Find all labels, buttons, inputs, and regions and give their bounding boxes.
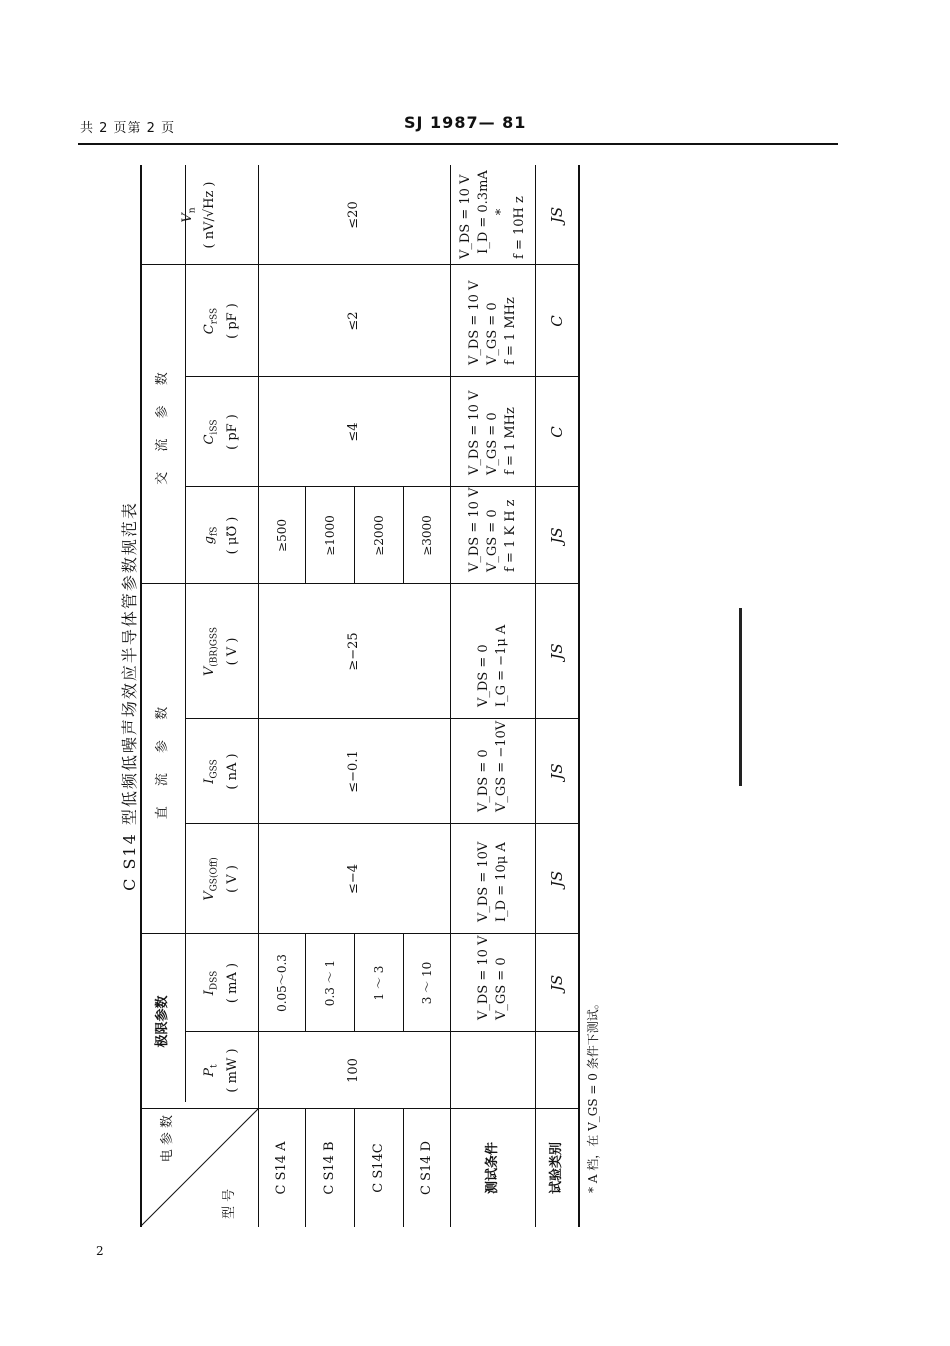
ciss-sub: iSS: [209, 419, 220, 435]
vn-symbol: V: [179, 213, 195, 223]
crss-symbol: C: [202, 324, 218, 335]
spec-table: [140, 165, 580, 1227]
category-vn: JS: [547, 206, 566, 224]
margin-line: [739, 608, 742, 786]
test-gfs-line-3: f = 1 K H z: [502, 499, 518, 572]
test-igss-line-2: V_GS = −10V: [493, 720, 509, 812]
test-crss-line-1: V_DS = 10 V: [466, 280, 482, 365]
idss-value-b: 0.3 ～ 1: [322, 959, 337, 1007]
header-rule: [78, 143, 838, 145]
gfs-unit: ( μ℧ ): [224, 516, 240, 555]
standard-number: SJ 1987— 81: [404, 113, 527, 132]
igss-value: ≤−0.1: [346, 750, 361, 793]
model-b: C S14 B: [321, 1141, 337, 1195]
idss-sub: DSS: [209, 970, 220, 991]
test-conditions-label: 测试条件: [484, 1142, 500, 1195]
vbr-value: ≥−25: [346, 632, 361, 671]
category-vbr: JS: [547, 643, 566, 660]
col-header-igss: [185, 719, 258, 824]
test-gfs: [450, 487, 535, 584]
vgs-unit: ( V ): [224, 865, 240, 893]
gfs-value-b: ≥1000: [322, 515, 337, 556]
igss-unit: ( nA ): [224, 753, 240, 790]
vgs-value: ≤−4: [346, 863, 361, 895]
crss-value: ≤2: [346, 311, 361, 331]
gfs-value-d: ≥3000: [419, 515, 434, 556]
pt-value: 100: [346, 1058, 361, 1083]
table-title: C S14 型低频低噪声场效应半导体管参数规范表: [120, 501, 139, 891]
igss-sub: GSS: [209, 759, 220, 779]
test-gfs-line-1: V_DS = 10 V: [466, 487, 482, 572]
col-header-gfs: [185, 487, 258, 584]
pt-unit: ( mW ): [224, 1048, 240, 1093]
col-header-ciss: [185, 377, 258, 487]
test-ciss-line-3: f = 1 MHz: [502, 407, 518, 475]
test-idss-line-1: V_DS = 10 V: [475, 935, 491, 1020]
idss-value-a: 0.05～0.3: [274, 954, 289, 1012]
gfs-value-a: ≥500: [274, 519, 289, 552]
vgs-symbol: V: [202, 891, 218, 901]
test-vn-line-2: I_D = 0.3mA *: [475, 170, 509, 254]
category-idss: JS: [547, 974, 566, 992]
group-ac: 交 流 参 数: [154, 364, 170, 485]
crss-unit: ( pF ): [224, 303, 240, 339]
crss-sub: rSS: [209, 307, 220, 325]
pt-symbol: P: [202, 1067, 218, 1077]
test-vbr-line-2: I_G = −1μ A: [493, 624, 509, 707]
ciss-value: ≤4: [346, 422, 361, 442]
rotated-table-block: [120, 165, 605, 1227]
col-header-vgs: [185, 824, 258, 934]
pt-sub: t: [209, 1064, 220, 1068]
test-vgs-line-2: I_D = 10μ A: [493, 842, 509, 922]
category-crss: C: [547, 315, 566, 327]
idss-symbol: I: [202, 990, 218, 996]
vgs-sub: GS(Off): [209, 857, 220, 892]
test-idss: [450, 934, 535, 1032]
col-header-vbr: [185, 584, 258, 719]
vbr-sub: (BR)GSS: [209, 626, 220, 667]
col-header-vn: [140, 165, 258, 265]
test-crss-line-3: f = 1 MHz: [502, 297, 518, 365]
page-number: 2: [96, 1244, 104, 1258]
category-vgs: JS: [547, 870, 566, 888]
igss-symbol: I: [202, 778, 218, 784]
test-vn: [450, 165, 535, 265]
model-a: C S14 A: [273, 1141, 289, 1195]
test-ciss: [450, 377, 535, 487]
test-category-label: 试验类别: [548, 1142, 564, 1195]
vn-unit: ( nV/√Hz ): [202, 181, 218, 249]
category-gfs: JS: [547, 527, 566, 544]
ciss-symbol: C: [202, 434, 218, 445]
test-ciss-line-2: V_GS = 0: [484, 412, 500, 475]
test-vn-line-3: f = 10H z: [511, 196, 527, 259]
category-igss: JS: [547, 763, 566, 780]
test-ciss-line-1: V_DS = 10 V: [466, 390, 482, 475]
rule-bottom: [578, 165, 580, 1227]
col-header-idss: [185, 934, 258, 1032]
idss-unit: ( mA ): [224, 962, 240, 1004]
test-crss-line-2: V_GS = 0: [484, 302, 500, 365]
test-vn-line-1: V_DS = 10 V: [457, 174, 473, 259]
test-vgs-line-1: V_DS = 10V: [475, 841, 491, 922]
model-d: C S14 D: [418, 1140, 434, 1196]
footnote: * A 档，在 V_GS = 0 条件下测试。: [586, 997, 600, 1193]
vbr-symbol: V: [202, 666, 218, 677]
group-limit: 极限参数: [154, 995, 170, 1048]
test-vbr-line-1: V_DS = 0: [475, 644, 491, 707]
group-dc: 直 流 参 数: [154, 698, 170, 820]
gfs-sub: fS: [209, 526, 220, 537]
gfs-value-c: ≥2000: [371, 515, 386, 556]
test-gfs-line-2: V_GS = 0: [484, 509, 500, 572]
idss-value-c: 1 ～ 3: [371, 965, 386, 1001]
category-ciss: C: [547, 426, 566, 438]
vn-sub: n: [187, 207, 198, 214]
page-count: 共 2 页第 2 页: [80, 121, 176, 136]
test-igss-line-1: V_DS = 0: [475, 749, 491, 812]
corner-model-label: 型 号: [222, 1188, 237, 1219]
model-c: C S14C: [370, 1143, 386, 1193]
vbr-unit: ( V ): [224, 637, 240, 666]
col-header-crss: [185, 265, 258, 377]
test-vbr: [450, 584, 535, 719]
idss-value-d: 3 ～ 10: [419, 961, 434, 1005]
test-idss-line-2: V_GS = 0: [493, 957, 509, 1020]
test-crss: [450, 265, 535, 377]
vn-value: ≤20: [346, 201, 361, 229]
test-igss: [450, 719, 535, 824]
col-header-pt: [185, 1032, 258, 1109]
test-vgs: [450, 824, 535, 934]
gfs-symbol: g: [202, 536, 218, 545]
ciss-unit: ( pF ): [224, 414, 240, 450]
corner-param-label: 电 参 数: [160, 1115, 175, 1163]
